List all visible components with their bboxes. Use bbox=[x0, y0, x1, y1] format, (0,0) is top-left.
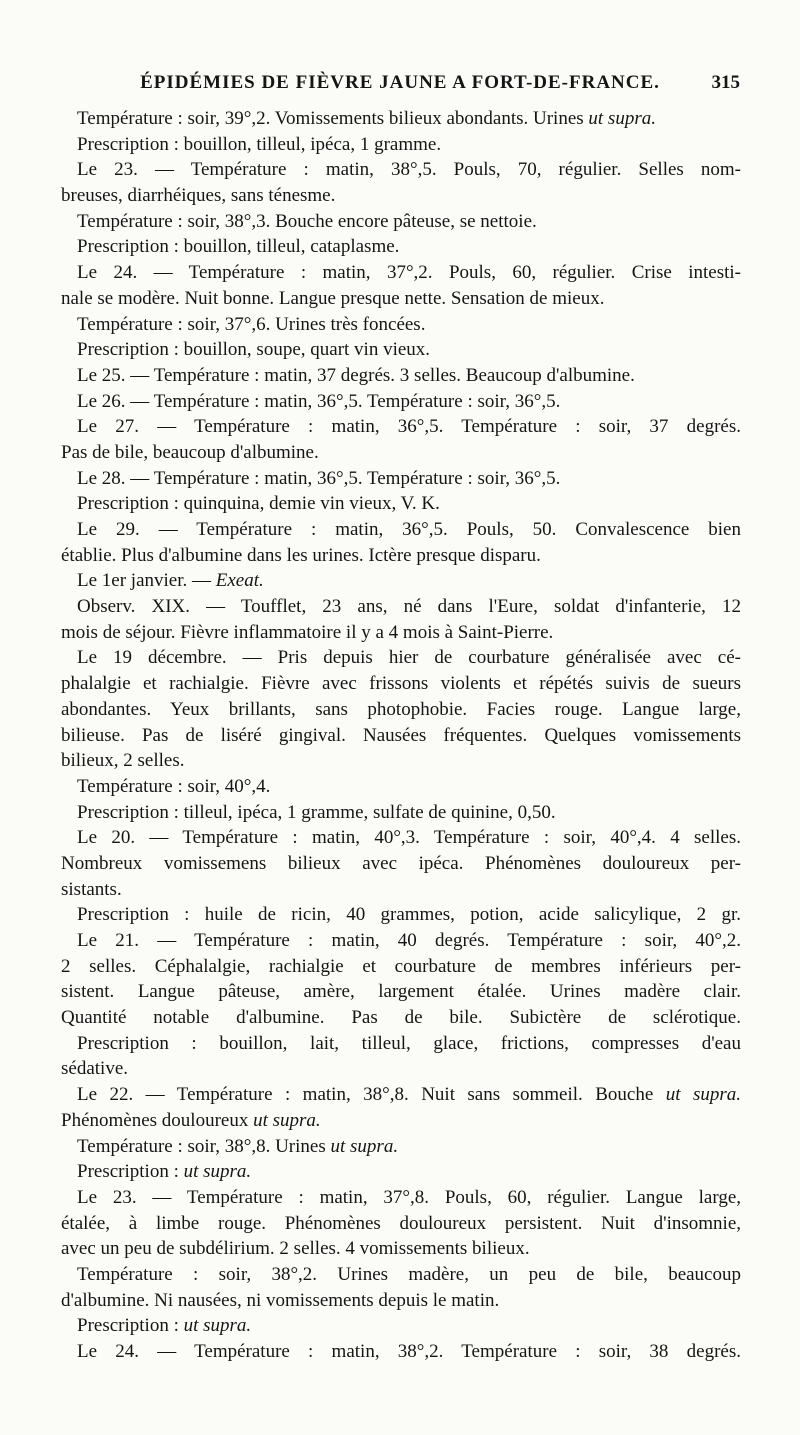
text-line bbox=[61, 1005, 741, 1031]
line-text: Nombreux vomissemens bilieux avec ipéca. Phénomènes douloureux per- bbox=[61, 852, 741, 874]
line-text: Prescription : tilleul, ipéca, 1 gramme, sulfate de quinine, 0,50. bbox=[77, 801, 556, 823]
text-line bbox=[61, 157, 741, 183]
italic-phrase: ut supra. bbox=[183, 1161, 252, 1183]
text-line bbox=[61, 414, 741, 440]
line-text: abondantes. Yeux brillants, sans photophobie. Facies rouge. Langue large, bbox=[61, 698, 741, 720]
text-line bbox=[61, 620, 741, 646]
text-line bbox=[61, 1134, 741, 1160]
text-line bbox=[61, 1108, 741, 1134]
italic-phrase: ut supra. bbox=[253, 1109, 321, 1131]
text-line bbox=[61, 800, 741, 826]
text-line bbox=[61, 1056, 741, 1082]
text-line bbox=[61, 954, 741, 980]
text-line bbox=[61, 440, 741, 466]
text-line bbox=[61, 825, 741, 851]
text-line bbox=[61, 568, 741, 594]
line-text: d'albumine. Ni nausées, ni vomissements depuis le matin. bbox=[61, 1289, 500, 1311]
page-number: 315 bbox=[711, 72, 740, 93]
text-line bbox=[61, 1313, 741, 1339]
line-text: mois de séjour. Fièvre inflammatoire il y a 4 mois à Saint-Pierre. bbox=[61, 621, 554, 643]
line-text: Prescription : bouillon, lait, tilleul, glace, frictions, compresses d'eau bbox=[77, 1032, 741, 1054]
line-text: Prescription : huile de ricin, 40 grammes, potion, acide salicylique, 2 gr. bbox=[77, 904, 741, 926]
line-text: Le 29. — Température : matin, 36°,5. Pouls, 50. Convalescence bien bbox=[77, 519, 741, 540]
italic-phrase: Exeat. bbox=[215, 570, 264, 592]
text-line bbox=[61, 1211, 741, 1237]
italic-phrase: ut supra. bbox=[665, 1084, 741, 1106]
text-line bbox=[61, 1082, 741, 1108]
line-text: Prescription : bbox=[77, 1161, 184, 1183]
text-line bbox=[61, 979, 741, 1005]
text-line bbox=[61, 928, 741, 954]
line-text: Quantité notable d'albumine. Pas de bile. Subictère de sclérotique. bbox=[61, 1007, 741, 1029]
text-line bbox=[61, 466, 741, 492]
text-line bbox=[61, 851, 741, 877]
text-line bbox=[61, 877, 741, 903]
text-line bbox=[61, 1236, 741, 1262]
line-text: sistent. Langue pâteuse, amère, largement étalée. Urines madère clair. bbox=[61, 981, 741, 1003]
line-text: bilieux, 2 selles. bbox=[61, 750, 185, 772]
line-text: Le 21. — Température : matin, 40 degrés. Température : soir, 40°,2. bbox=[77, 930, 741, 951]
text-line bbox=[61, 209, 741, 235]
text-line bbox=[61, 543, 741, 569]
page-header bbox=[60, 72, 740, 102]
line-text: Observ. XIX. — Toufflet, 23 ans, né dans l'Eure, soldat d'infanterie, 12 bbox=[77, 596, 741, 618]
line-text: Prescription : bouillon, tilleul, ipéca, 1 gramme. bbox=[77, 133, 442, 155]
line-text: Le 24. — Température : matin, 38°,2. Température : soir, 38 degrés. bbox=[77, 1341, 741, 1362]
text-line bbox=[61, 389, 741, 415]
line-text: Le 20. — Température : matin, 40°,3. Température : soir, 40°,4. 4 selles. bbox=[77, 827, 741, 849]
text-line bbox=[61, 1031, 741, 1057]
text-line bbox=[61, 337, 741, 363]
text-line bbox=[61, 234, 741, 260]
line-text: avec un peu de subdélirium. 2 selles. 4 vomissements bilieux. bbox=[61, 1238, 530, 1260]
line-text: Le 1er janvier. — bbox=[77, 570, 216, 592]
running-title: ÉPIDÉMIES DE FIÈVRE JAUNE A FORT-DE-FRANCE. bbox=[140, 72, 660, 93]
line-text: Prescription : bbox=[77, 1315, 184, 1337]
text-line bbox=[61, 106, 741, 132]
text-line bbox=[61, 1262, 741, 1288]
italic-phrase: ut supra. bbox=[183, 1315, 252, 1337]
text-line bbox=[61, 1288, 741, 1314]
line-text: Le 24. — Température : matin, 37°,2. Pouls, 60, régulier. Crise intesti- bbox=[77, 262, 741, 284]
text-line bbox=[61, 312, 741, 338]
line-text: Le 23. — Température : matin, 38°,5. Pouls, 70, régulier. Selles nom- bbox=[77, 159, 741, 181]
text-line bbox=[61, 183, 741, 209]
line-text: établie. Plus d'albumine dans les urines. Ictère presque disparu. bbox=[61, 544, 541, 566]
line-text: Le 26. — Température : matin, 36°,5. Température : soir, 36°,5. bbox=[77, 390, 561, 412]
text-line bbox=[61, 363, 741, 389]
text-line bbox=[61, 517, 741, 543]
italic-phrase: ut supra. bbox=[588, 108, 656, 129]
text-line bbox=[61, 774, 741, 800]
line-text: Pas de bile, beaucoup d'albumine. bbox=[61, 441, 319, 463]
line-text: Température : soir, 40°,4. bbox=[77, 775, 271, 797]
text-line bbox=[61, 748, 741, 774]
line-text: Température : soir, 39°,2. Vomissements bilieux abondants. Urines bbox=[77, 108, 589, 129]
line-text: Prescription : bouillon, tilleul, cataplasme. bbox=[77, 236, 400, 258]
text-line bbox=[61, 260, 741, 286]
line-text: sistants. bbox=[61, 878, 122, 900]
line-text: Le 19 décembre. — Pris depuis hier de courbature généralisée avec cé- bbox=[77, 647, 741, 669]
text-line bbox=[61, 491, 741, 517]
line-text: Le 28. — Température : matin, 36°,5. Température : soir, 36°,5. bbox=[77, 467, 561, 489]
line-text: sédative. bbox=[61, 1058, 129, 1080]
text-line bbox=[61, 723, 741, 749]
line-text: Prescription : bouillon, soupe, quart vin vieux. bbox=[77, 339, 431, 361]
text-line bbox=[61, 594, 741, 620]
line-text: Le 22. — Température : matin, 38°,8. Nuit sans sommeil. Bouche bbox=[77, 1084, 666, 1106]
line-text: Température : soir, 38°,3. Bouche encore pâteuse, se nettoie. bbox=[77, 210, 537, 232]
text-line bbox=[61, 697, 741, 723]
line-text: Température : soir, 38°,2. Urines madère, un peu de bile, beaucoup bbox=[77, 1263, 741, 1285]
text-line bbox=[61, 671, 741, 697]
italic-phrase: ut supra. bbox=[330, 1135, 399, 1157]
line-text: Prescription : quinquina, demie vin vieux, V. K. bbox=[77, 493, 440, 515]
text-line bbox=[61, 286, 741, 312]
body-text bbox=[61, 106, 741, 1365]
line-text: phalalgie et rachialgie. Fièvre avec frissons violents et répétés suivis de sueurs bbox=[61, 673, 741, 695]
text-line bbox=[61, 1159, 741, 1185]
line-text: Phénomènes douloureux bbox=[61, 1109, 254, 1131]
line-text: Température : soir, 37°,6. Urines très foncées. bbox=[77, 313, 426, 335]
text-line bbox=[61, 645, 741, 671]
line-text: nale se modère. Nuit bonne. Langue presque nette. Sensation de mieux. bbox=[61, 287, 605, 309]
line-text: Le 23. — Température : matin, 37°,8. Pouls, 60, régulier. Langue large, bbox=[77, 1186, 741, 1208]
line-text: Le 25. — Température : matin, 37 degrés. 3 selles. Beaucoup d'albumine. bbox=[77, 364, 635, 386]
line-text: bilieuse. Pas de liséré gingival. Nausées fréquentes. Quelques vomissements bbox=[61, 724, 741, 746]
text-line bbox=[61, 1339, 741, 1365]
text-line bbox=[61, 132, 741, 158]
line-text: 2 selles. Céphalalgie, rachialgie et courbature de membres inférieurs per- bbox=[61, 955, 741, 977]
line-text: breuses, diarrhéiques, sans ténesme. bbox=[61, 185, 336, 207]
text-line bbox=[61, 902, 741, 928]
line-text: Le 27. — Température : matin, 36°,5. Température : soir, 37 degrés. bbox=[77, 416, 741, 438]
line-text: étalée, à limbe rouge. Phénomènes douloureux persistent. Nuit d'insomnie, bbox=[61, 1212, 741, 1234]
text-line bbox=[61, 1185, 741, 1211]
line-text: Température : soir, 38°,8. Urines bbox=[77, 1135, 331, 1157]
